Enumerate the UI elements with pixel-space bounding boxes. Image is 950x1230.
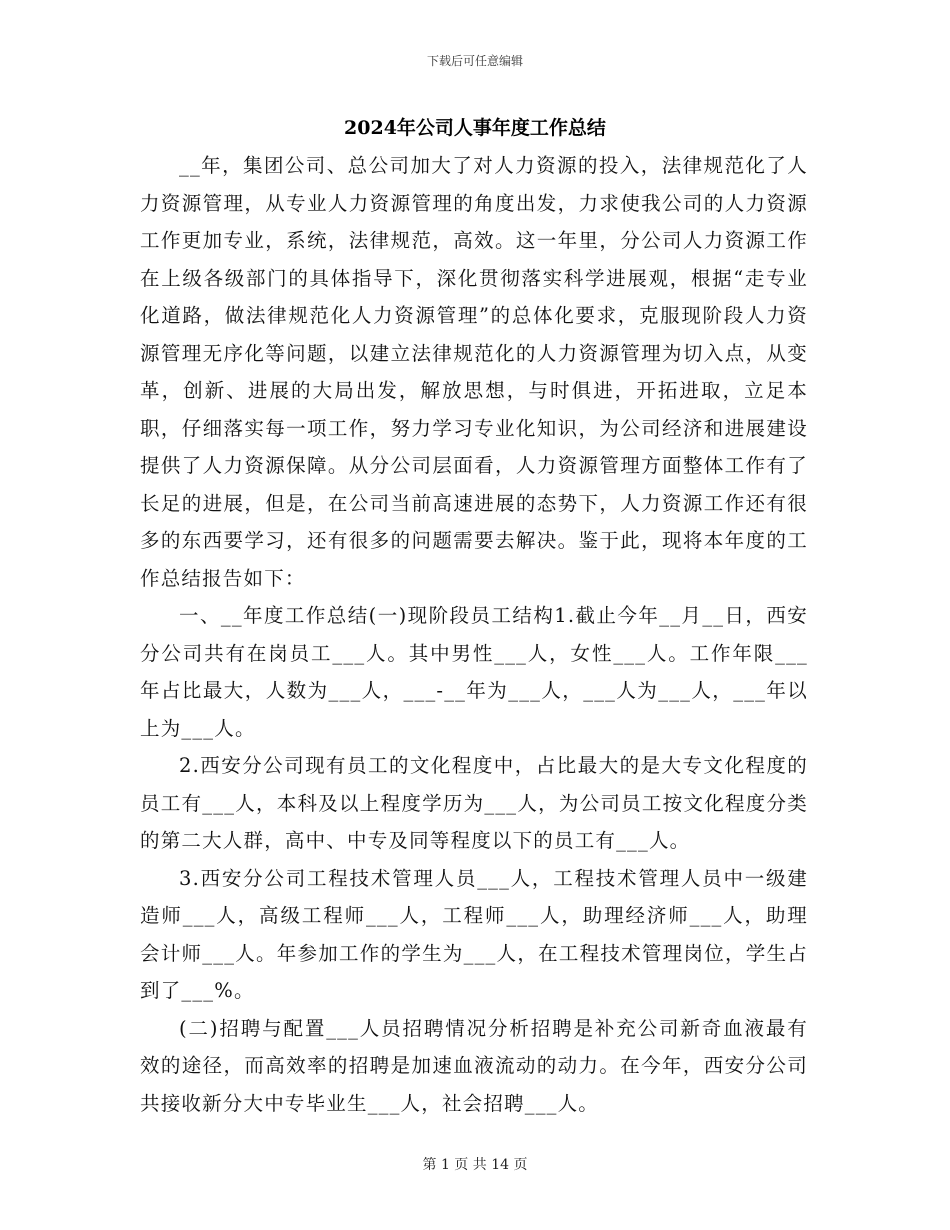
document-title: 2024年公司人事年度工作总结 xyxy=(344,117,606,139)
paragraph-staff-structure: 一、__年度工作总结(一)现阶段员工结构1.截止今年__月__日，西安分公司共有在岗员工___人。其中男性___人，女性___人。工作年限___年占比最大，人数为___人，___-__年为___人，___人为___人，___年以上为___人。 xyxy=(140,604,808,740)
paragraph-education-level: 2.西安分公司现有员工的文化程度中，占比最大的是大专文化程度的员工有___人，本科及以上程度学历为___人，为公司员工按文化程度分类的第二大人群，高中、中专及同等程度以下的员工有___人。 xyxy=(140,754,808,852)
page-header-note: 下载后可任意编辑 xyxy=(426,54,523,68)
paragraph-recruitment: (二)招聘与配置___人员招聘情况分析招聘是补充公司新奇血液最有效的途径，而高效率的招聘是加速血液流动的动力。在今年，西安分公司共接收新分大中专毕业生___人，社会招聘___人。 xyxy=(140,1016,808,1115)
page-number-footer: 第 1 页 共 14 页 xyxy=(422,1157,528,1173)
paragraph-technical-staff: 3.西安分公司工程技术管理人员___人，工程技术管理人员中一级建造师___人，高级工程师___人，工程师___人，助理经济师___人，助理会计师___人。年参加工作的学生为___人，在工程技术管理岗位，学生占到了___%。 xyxy=(140,866,808,1002)
document-body xyxy=(140,147,808,1122)
paragraph-intro: __年，集团公司、总公司加大了对人力资源的投入，法律规范化了人力资源管理，从专业人力资源管理的角度出发，力求使我公司的人力资源工作更加专业，系统，法律规范，高效。这一年里，分公司人力资源工作在上级各级部门的具体指导下，深化贯彻落实科学进展观，根据“走专业化道路，做法律规范化人力资源管理”的总体化要求，克服现阶段人力资源管理无序化等问题，以建立法律规范化的人力资源管理为切入点，从变革，创新、进展的大局出发，解放思想，与时俱进，开拓进取，立足本职，仔细落实每一项工作，努力学习专业化知识，为公司经济和进展建设提供了人力资源保障。从分公司层面看，人力资源管理方面整体工作有了长足的进展，但是，在公司当前高速进展的态势下，人力资源工作还有很多的东西要学习，还有很多的问题需要去解决。鉴于此，现将本年度的工作总结报告如下： xyxy=(140,154,808,590)
